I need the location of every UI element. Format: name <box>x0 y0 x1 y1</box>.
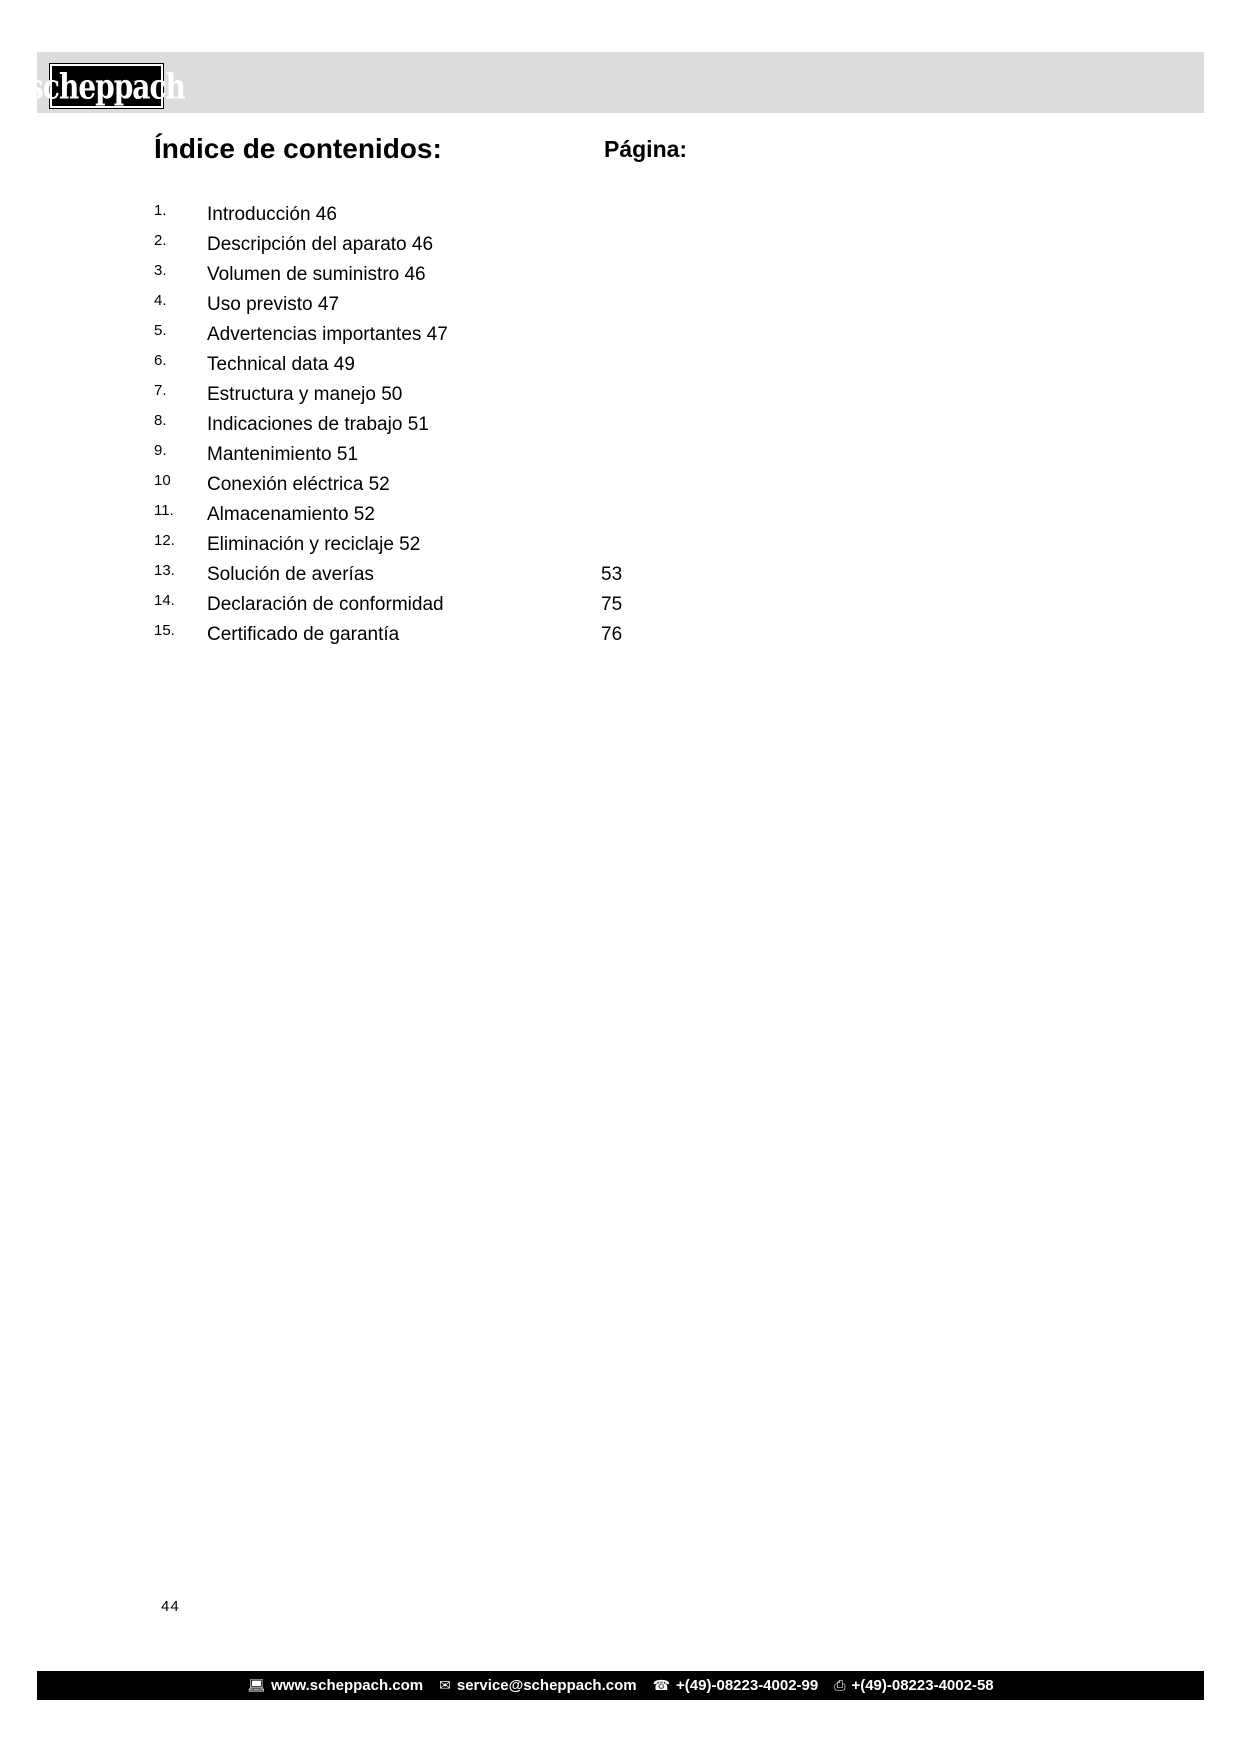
fax-icon: ⎙ <box>834 1677 846 1693</box>
toc-entry-label: Technical data 49 <box>207 354 355 375</box>
toc-entry-label: Conexión eléctrica 52 <box>207 474 390 495</box>
website-text[interactable]: www.scheppach.com <box>271 1677 424 1694</box>
toc-title: Índice de contenidos: <box>154 133 442 164</box>
toc-entry-number: 15. <box>154 622 175 639</box>
footer-phone <box>653 1677 819 1694</box>
footer-fax <box>834 1677 993 1694</box>
toc-entry-page: 75 <box>601 594 623 615</box>
fax-text: +(49)-08223-4002-58 <box>851 1677 994 1694</box>
toc-entry-number: 5. <box>154 322 167 339</box>
toc-entry-number: 12. <box>154 532 175 549</box>
toc-entry-number: 7. <box>154 382 167 399</box>
toc-entry-number: 11. <box>154 502 174 519</box>
page-number: 44 <box>161 1598 180 1615</box>
toc-entry-number: 2. <box>154 232 167 249</box>
email-text[interactable]: service@scheppach.com <box>456 1677 637 1694</box>
toc-entry <box>154 622 754 652</box>
toc-entry-label: Advertencias importantes 47 <box>207 324 448 345</box>
toc-entry-number: 1. <box>154 202 167 219</box>
toc-entry <box>154 352 754 382</box>
toc-entry-number: 4. <box>154 292 167 309</box>
toc-entry-label: Estructura y manejo 50 <box>207 384 403 405</box>
toc-entry-label: Certificado de garantía <box>207 624 400 645</box>
toc-entry-number: 8. <box>154 412 167 429</box>
toc-entry <box>154 412 754 442</box>
toc-entry-number: 9. <box>154 442 167 459</box>
toc-entry <box>154 532 754 562</box>
page-column-title: Página: <box>604 136 688 162</box>
scheppach-logo <box>28 64 185 108</box>
toc-entry-label: Uso previsto 47 <box>207 294 340 315</box>
toc-entry <box>154 562 754 592</box>
toc-entry-number: 6. <box>154 352 167 369</box>
toc-entry-label: Indicaciones de trabajo 51 <box>207 414 429 435</box>
toc-entry-number: 14. <box>154 592 175 609</box>
toc-entry-number: 13. <box>154 562 175 579</box>
toc-entry-page: 76 <box>601 624 623 645</box>
toc-entry <box>154 472 754 502</box>
toc-entry <box>154 262 754 292</box>
footer-website[interactable] <box>247 1677 423 1694</box>
toc-entry-number: 10 <box>154 472 171 489</box>
toc-entry-label: Descripción del aparato 46 <box>207 234 434 255</box>
toc-entry-number: 3. <box>154 262 167 279</box>
toc-entry-label: Solución de averías <box>207 564 374 585</box>
toc-entry <box>154 202 754 232</box>
toc-entry-label: Mantenimiento 51 <box>207 444 359 465</box>
phone-text: +(49)-08223-4002-99 <box>676 1677 819 1694</box>
toc-entry-label: Volumen de suministro 46 <box>207 264 426 285</box>
toc-entry-label: Almacenamiento 52 <box>207 504 375 525</box>
toc-entry <box>154 502 754 532</box>
toc-entry <box>154 592 754 622</box>
toc-entry-label: Declaración de conformidad <box>207 594 444 615</box>
toc-entry <box>154 382 754 412</box>
phone-icon: ☎︎ <box>652 1677 671 1693</box>
toc-list <box>154 202 754 652</box>
toc-entry-page: 53 <box>601 564 623 585</box>
computer-icon: 💻︎ <box>247 1677 266 1693</box>
toc-entry <box>154 232 754 262</box>
footer-bar <box>37 1671 1204 1700</box>
toc-entry-label: Introducción 46 <box>207 204 337 225</box>
logo-text: scheppach <box>28 65 185 107</box>
toc-entry <box>154 322 754 352</box>
toc-entry-label: Eliminación y reciclaje 52 <box>207 534 421 555</box>
toc-entry <box>154 292 754 322</box>
toc-entry <box>154 442 754 472</box>
footer-email[interactable] <box>439 1677 636 1694</box>
header-band <box>28 52 1204 113</box>
email-icon: ✉︎ <box>439 1677 451 1693</box>
